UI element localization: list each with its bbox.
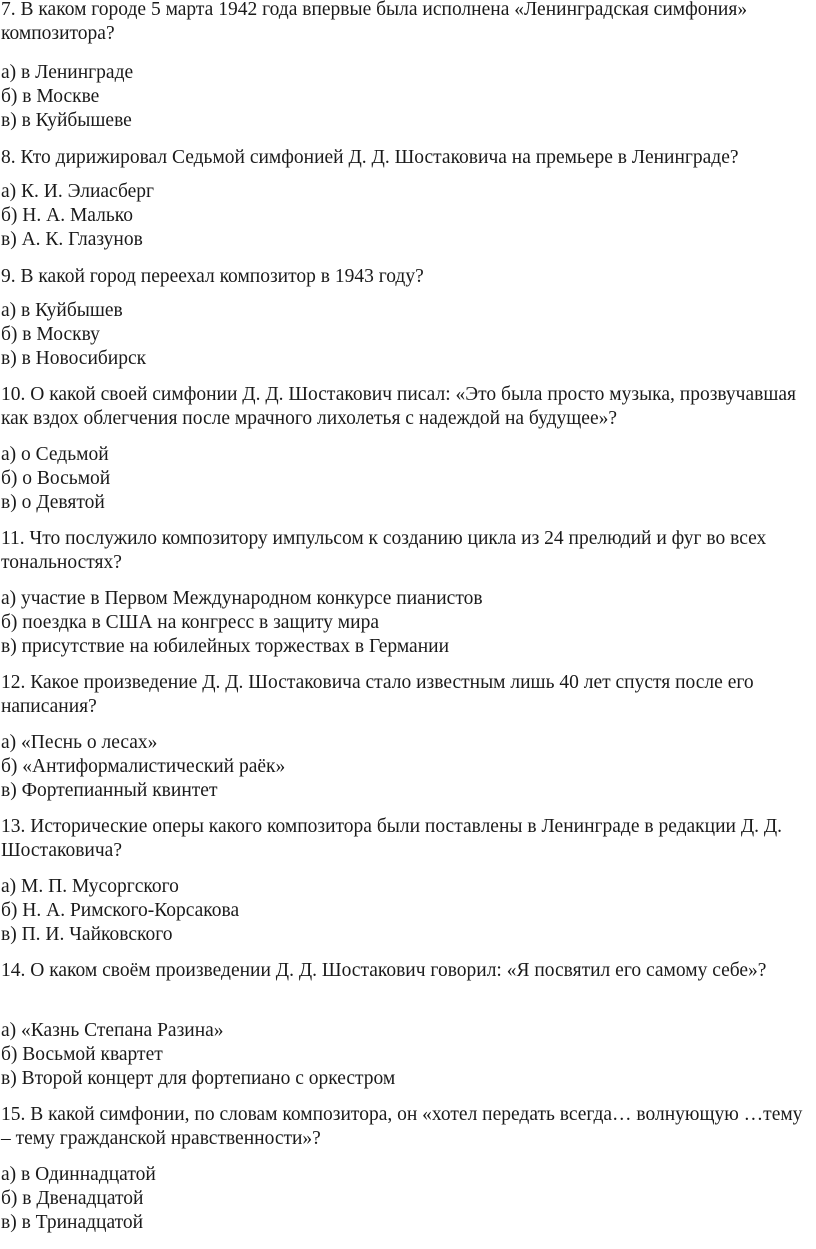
answer-option: в) присутствие на юбилейных торжествах в Германии (1, 636, 450, 657)
answer-option: в) Второй концерт для фортепиано с оркестром (1, 1068, 396, 1089)
answer-option: а) о Седьмой (1, 444, 109, 465)
answer-option: б) в Москву (1, 324, 100, 345)
answer-option: в) А. К. Глазунов (1, 229, 143, 250)
answers-12 (1, 731, 806, 803)
question-text: 7. В каком городе 5 марта 1942 года впервые была исполнена «Ленинградская симфония» композитора? (1, 0, 748, 44)
answers-11 (1, 587, 806, 659)
question-text: 8. Кто дирижировал Седьмой симфонией Д. Д. Шостаковича на премьере в Ленинграде? (1, 147, 739, 168)
answers-14 (1, 1019, 806, 1091)
question-text: 10. О какой своей симфонии Д. Д. Шостакович писал: «Это была просто музыка, прозвучавшая как вздох облегчения после мрачного лихолетья с надеждой на будущее»? (1, 384, 796, 429)
answer-option: б) поездка в США на конгресс в защиту мира (1, 612, 379, 633)
question-13 (1, 815, 806, 863)
answers-9 (1, 299, 806, 371)
answer-option: а) «Песнь о лесах» (1, 732, 158, 753)
question-14 (1, 959, 806, 983)
answer-option: а) «Казнь Степана Разина» (1, 1020, 224, 1041)
answers-13 (1, 875, 806, 947)
answer-option: в) в Куйбышеве (1, 110, 132, 131)
answer-option: б) в Москве (1, 86, 100, 107)
question-text: 12. Какое произведение Д. Д. Шостаковича стало известным лишь 40 лет спустя после его написания? (1, 672, 754, 717)
question-10 (1, 383, 806, 431)
answer-option: б) Н. А. Малько (1, 205, 133, 226)
answer-option: в) о Девятой (1, 492, 105, 513)
answer-option: а) К. И. Элиасберг (1, 181, 155, 202)
answers-15 (1, 1163, 806, 1235)
answers-8 (1, 180, 806, 252)
question-9 (1, 265, 806, 289)
answer-option: а) в Ленинграде (1, 62, 134, 83)
answer-option: б) о Восьмой (1, 468, 111, 489)
answer-option: б) в Двенадцатой (1, 1188, 144, 1209)
answer-option: а) в Куйбышев (1, 300, 123, 321)
question-text: 13. Исторические оперы какого композитора были поставлены в Ленинграде в редакции Д. Д. Шостаковича? (1, 816, 783, 861)
question-7 (1, 0, 806, 46)
answer-option: б) «Антиформалистический раёк» (1, 756, 286, 777)
answer-option: а) участие в Первом Международном конкурсе пианистов (1, 588, 483, 609)
question-12 (1, 671, 806, 719)
answer-option: в) П. И. Чайковского (1, 924, 173, 945)
answer-option: а) в Одиннадцатой (1, 1164, 156, 1185)
question-15 (1, 1103, 806, 1151)
question-8 (1, 146, 806, 170)
question-text: 14. О каком своём произведении Д. Д. Шостакович говорил: «Я посвятил его самому себе»? (1, 960, 767, 981)
answer-option: а) М. П. Мусоргского (1, 876, 179, 897)
question-11 (1, 527, 806, 575)
question-text: 11. Что послужило композитору импульсом к созданию цикла из 24 прелюдий и фуг во всех тональностях? (1, 528, 767, 573)
answer-option: в) Фортепианный квинтет (1, 780, 218, 801)
answer-option: б) Н. А. Римского-Корсакова (1, 900, 240, 921)
question-text: 15. В какой симфонии, по словам композитора, он «хотел передать всегда… волнующую …тему – тему гражданской нравственности»? (1, 1104, 803, 1149)
answers-7 (1, 61, 806, 133)
answer-option: б) Восьмой квартет (1, 1044, 163, 1065)
answer-option: в) в Тринадцатой (1, 1212, 144, 1233)
question-text: 9. В какой город переехал композитор в 1943 году? (1, 266, 424, 287)
answers-10 (1, 443, 806, 515)
answer-option: в) в Новосибирск (1, 348, 147, 369)
